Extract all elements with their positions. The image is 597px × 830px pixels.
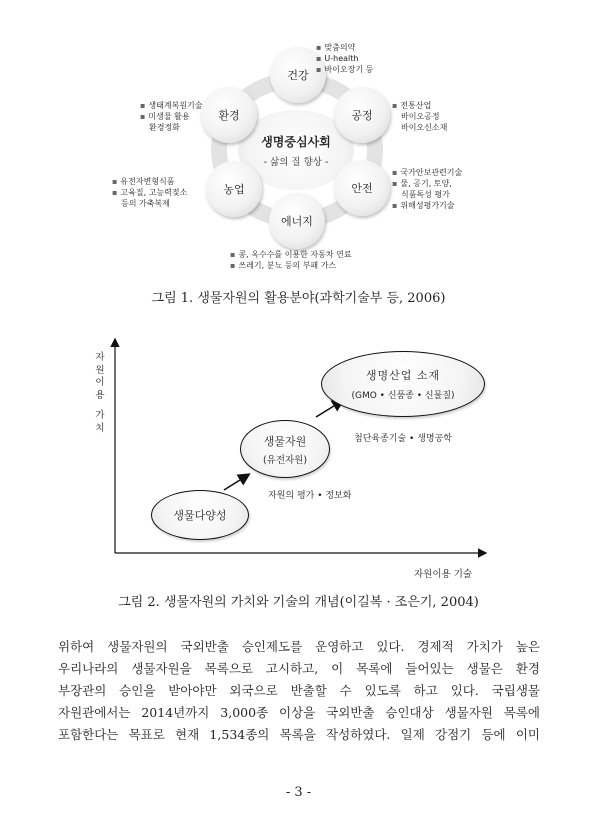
y-axis-gap [92,402,108,410]
list-item: ▪ 미생물 활용 [140,111,203,122]
list-item: ▪ 전통산업 [392,100,447,111]
y-axis-char: 원 [95,364,105,376]
node-process: 공정 [334,87,390,143]
stage-bioindustry-material [321,351,485,417]
list-energy [230,249,352,271]
stage-bioresource [240,420,330,478]
y-axis-char: 이 [95,377,105,388]
page-number: - 3 - [285,785,312,800]
y-axis-char: 용 [95,389,105,401]
figure-bioresource-applications [0,0,597,290]
body-line: 자원관에서는 2014년까지 3,000종 이상을 국외반출 승인대상 생물자원 목록에 [58,705,540,720]
body-paragraph [58,636,540,746]
list-item: ▪ U-health [316,53,373,64]
y-axis-char: 가 [95,410,105,421]
list-item: ▪ 고육질, 고능력젖소 [112,187,187,198]
center-subtitle: - 삶의 질 향상 - [263,156,329,168]
node-environment: 환경 [201,87,257,143]
node-health: 건강 [270,47,326,103]
list-item: 바이오신소재 [401,123,448,132]
list-item: ▪ 국가안보관련기술 [392,167,462,178]
list-item: ▪ 생태계복원기술 [140,100,203,111]
center-title: 생명중심사회 [261,134,331,149]
x-axis-label: 자원이용 기술 [414,569,473,580]
list-item: 바이오공정 [401,112,440,121]
list-item: 식품독성 평가 [401,190,450,199]
annotation-biotech: 첨단육종기술 • 생명공학 [354,434,452,444]
list-process [392,100,447,133]
list-item: ▪ 위해성평가기술 [392,200,462,211]
body-line: 포함한다는 목표로 현재 1,534종의 목록을 작성하였다. 일제 강점기 등에 이미 [58,727,540,742]
node-energy: 에너지 [269,193,325,249]
list-agriculture [112,176,187,209]
list-health [316,42,373,75]
stage-biodiversity [151,490,249,540]
list-item: ▪ 콩, 옥수수를 이용한 자동차 연료 [230,249,352,260]
list-item: ▪ 쓰레기, 분뇨 등의 부패 가스 [230,260,352,271]
stage-bioresource-sub: (유전자원) [262,454,308,466]
list-item: ▪ 유전자변형식품 [112,176,187,187]
figure1-caption: 그림 1. 생물자원의 활용분야(과학기술부 등, 2006) [151,291,446,306]
node-agriculture: 농업 [206,161,262,217]
list-environment [140,100,203,133]
arrow-stage1-to-stage2 [224,475,248,490]
body-line: 위하여 생물자원의 국외반출 승인제도를 운영하고 있다. 경제적 가치가 높은 [58,639,540,654]
y-axis-char: 치 [95,422,105,434]
stage-bioresource-title: 생물자원 [263,434,307,448]
list-item: 환경정화 [149,123,180,132]
annotation-evaluation: 자원의 평가 • 정보화 [268,491,352,501]
figure2-caption: 그림 2. 생물자원의 가치와 기술의 개념(이길복 · 조은기, 2004) [118,595,479,610]
body-line: 부장관의 승인을 받아야만 외국으로 반출할 수 있도록 하고 있다. 국립생물 [58,683,540,698]
list-item: ▪ 바이오장기 등 [316,64,373,75]
stage-biodiversity-label: 생물다양성 [173,509,227,522]
body-line: 우리나라의 생물자원을 목록으로 고시하고, 이 목록에 들어있는 생물은 환경 [58,661,540,676]
y-axis-char: 자 [95,352,105,363]
list-item: ▪ 맞춤의약 [316,42,373,53]
stage-industry-sub: (GMO • 신품종 • 신물질) [351,391,455,401]
list-item: 등의 가축복제 [121,199,170,208]
stage-industry-title: 생명산업 소재 [365,369,441,382]
list-safety [392,167,462,211]
node-safety: 안전 [334,160,390,216]
list-item: ▪ 물, 공기, 토양, [392,178,462,189]
y-axis-label [92,352,108,435]
